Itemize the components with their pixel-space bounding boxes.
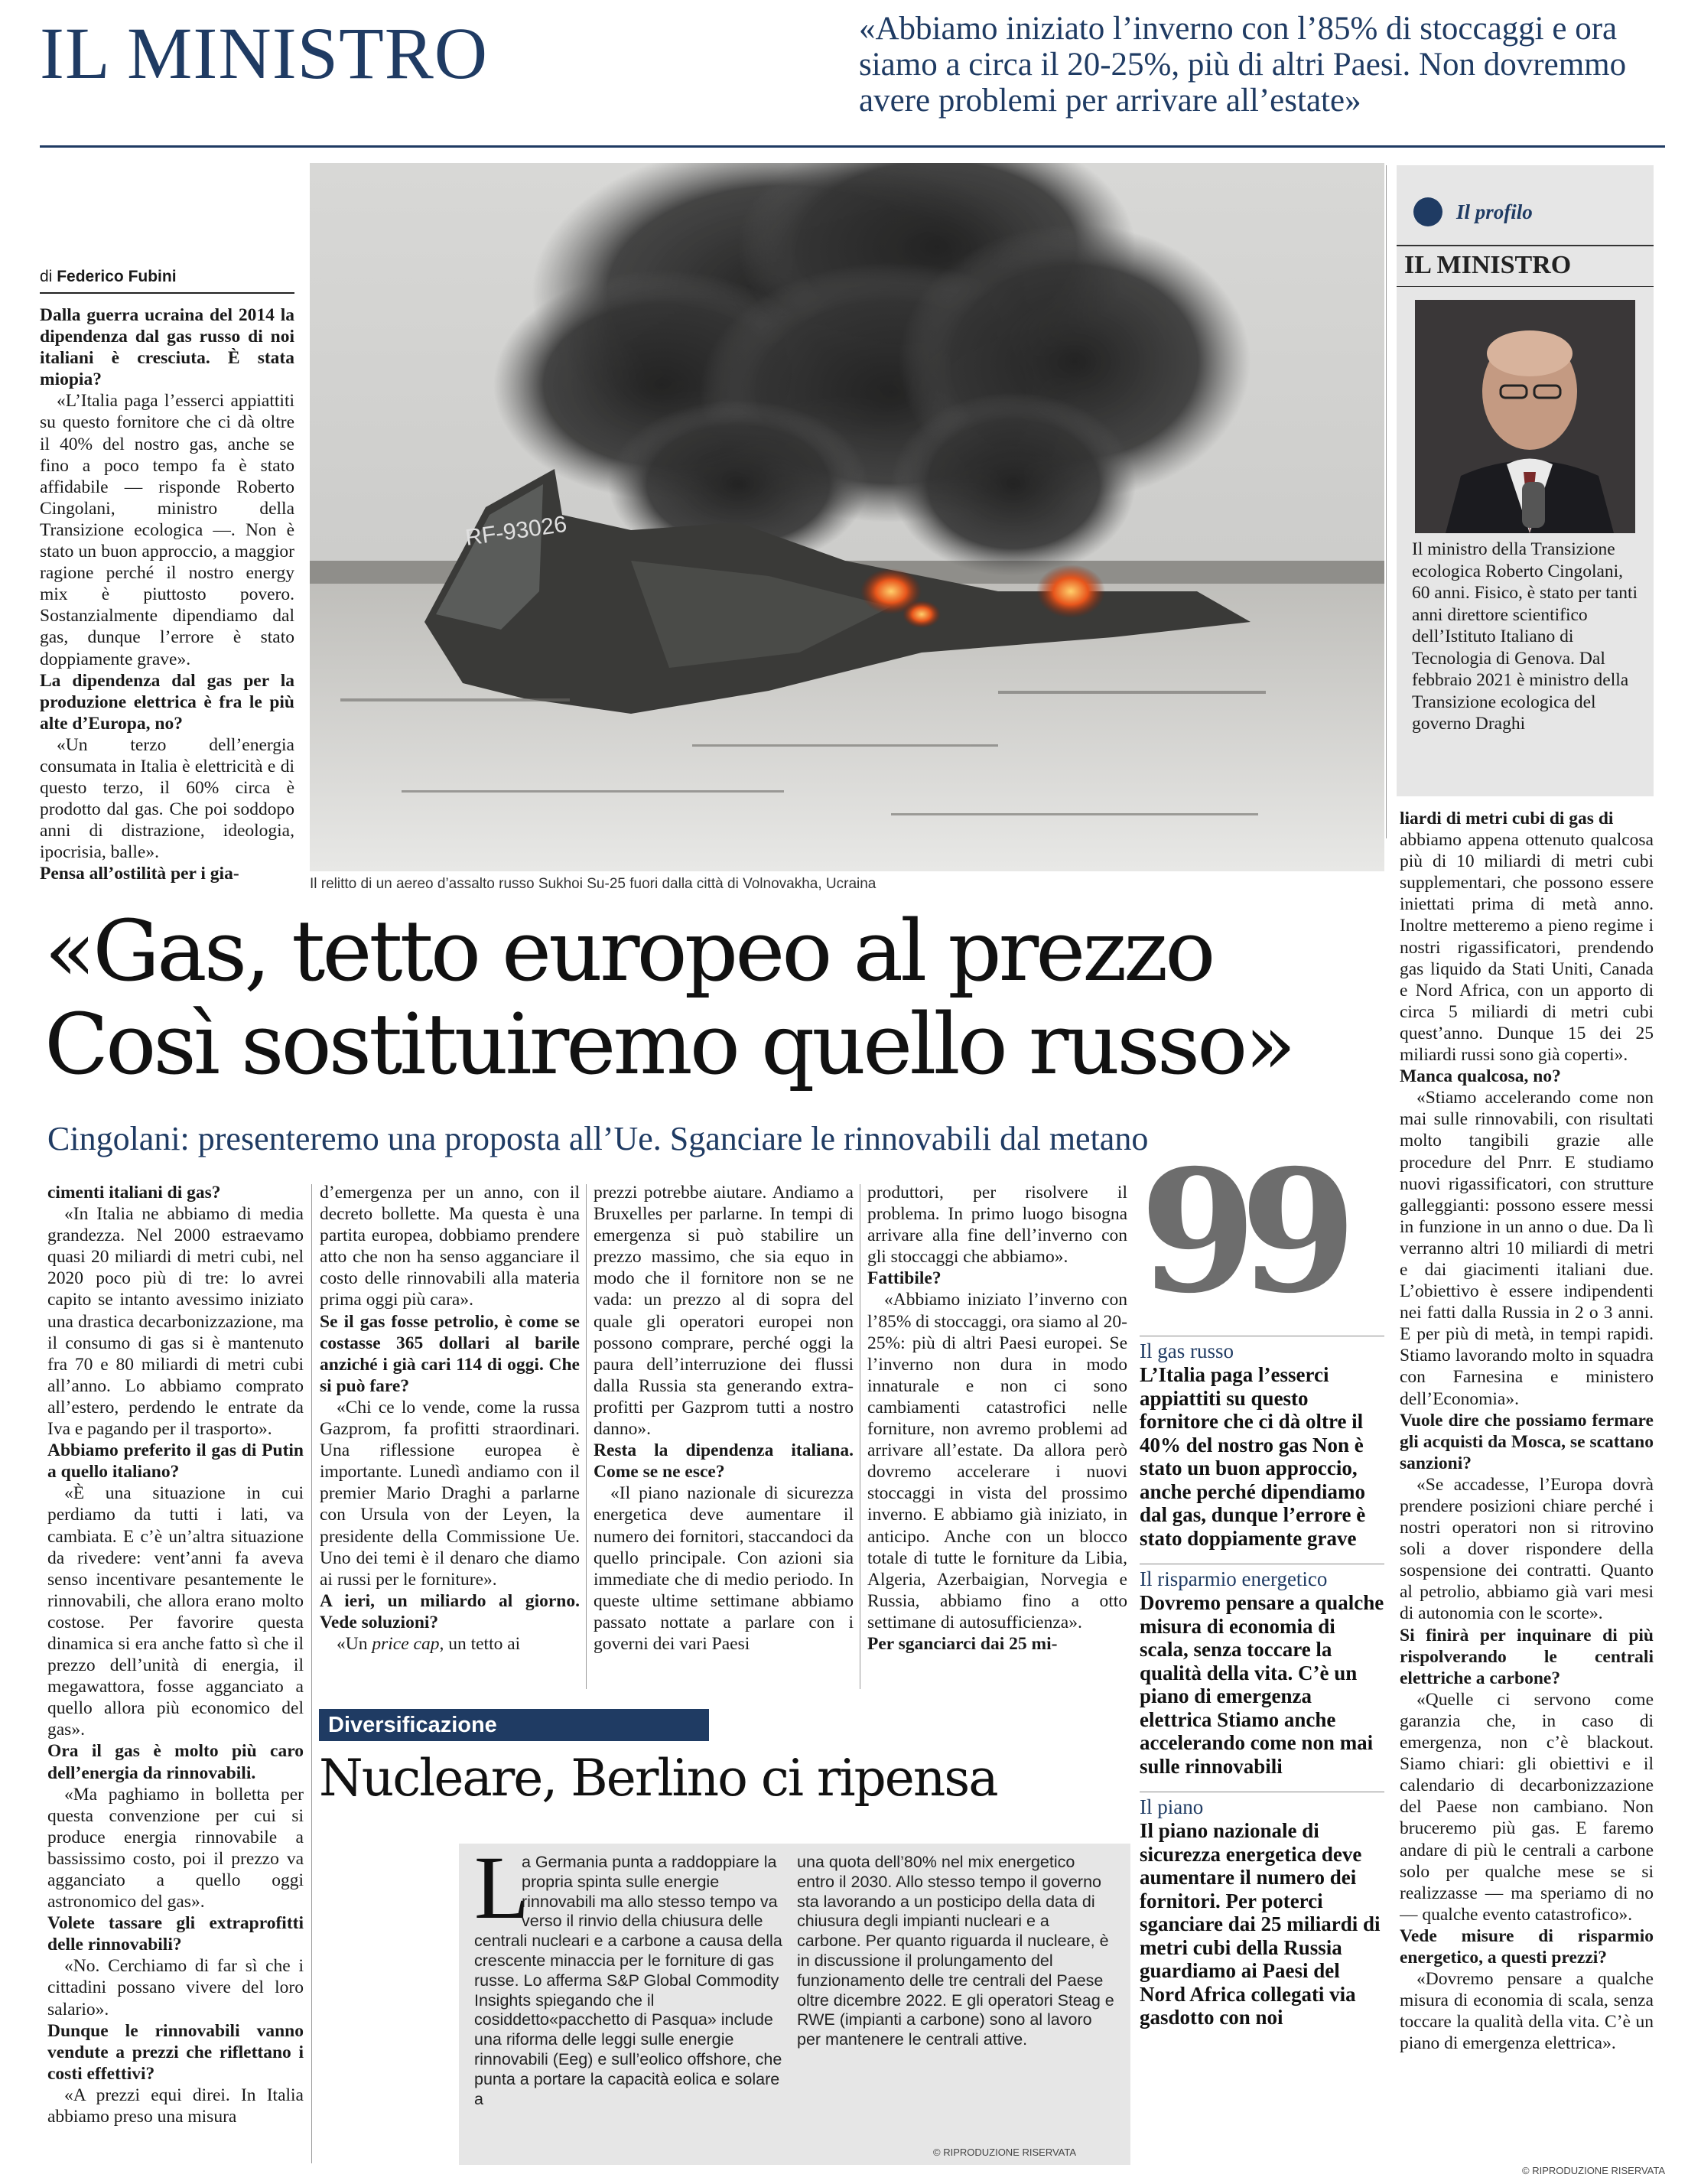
sidebar-text: a Germania punta a raddoppiare la propria spinta sulle energie rinnovabili ma allo stesso tempo va verso il rinvio della chiusura delle centrali nucleari e a carbone a causa della crescente minaccia per le forniture di gas russe. Lo afferma S&P Global Commodity Insights spiegando che il cosiddetto«pacchetto di Pasqua» include una riforma delle leggi sulle energie rinnovabili (Eeg) e sull’eolico offshore, che punta a portare la capacità eolica e solare a [474,1853,782,2108]
interview-question: Manca qualcosa, no? [1400,1066,1561,1087]
wreck-photo [310,163,1384,871]
byline-prefix: di [40,268,53,285]
article-column-2 [320,1182,580,1694]
interview-answer: «No. Cerchiamo di far sì che i cittadini possano vivere del loro salario». [47,1956,304,2020]
wreck-photo-image [310,163,1384,871]
header-rule [40,145,1665,148]
interview-answer: abbiamo appena ottenuto qualcosa più di 10 miliardi di metri cubi supplementari, che possono essere iniettati prima di metà anno. Inoltre metteremo a pieno regime i nostri rigassificatori, prendendo gas liquido da Stati Uniti, Canada e Nord Africa, con un apporto di circa 5 miliardi di metri cubi quest’anno. Dunque 15 dei 25 miliardi russi sono già coperti». [1400,830,1654,1066]
pull-quote-title: Il piano [1140,1795,1204,1818]
pull-quote-text: Dovremo pensare a qualche misura di economia di scala, senza toccare la qualità della vita. C’è un piano di emergenza elettrica Stiamo anche accelerando come non mai sulle rinnovabili [1140,1591,1384,1778]
subheadline: Cingolani: presenteremo una proposta all’Ue. Sganciare le rinnovabili dal metano [47,1120,1149,1157]
interview-question: Fattibile? [867,1268,942,1289]
profile-rule [1397,245,1654,246]
interview-question: Dalla guerra ucraina del 2014 la dipendenza dal gas russo di noi italiani è cresciuta. È stata miopia? [40,305,294,390]
profile-box [1397,165,1654,796]
interview-answer: «Ma paghiamo in bolletta per questa convenzione per cui si produce energia rinnovabile a bassissimo costo, poi il prezzo va agganciato a quello oggi astronomico del gas». [47,1784,304,1912]
answer-emphasis: price cap [372,1633,440,1654]
interview-answer: «Abbiamo iniziato l’inverno con l’85% di stoccaggi, ora siamo al 20-25%: più di altri Paesi europei. Se l’inverno non dura in modo innaturale e non ci sono cambiamenti catastrofici nelle forniture, non avremo problemi ad arrivare all’estate. Da allora però dovremo accelerare i nuovi stoccaggi in vista del prossimo inverno. E abbiamo già iniziato, in anticipo. Anche con un blocco totale di tutte le forniture da Libia, Algeria, Azerbaigian, Norvegia e Russia, abbiamo fino a otto settimane di autosufficienza». [867,1290,1127,1632]
interview-answer: «Quelle ci servono come garanzia che, in caso di emergenza, non c’è blackout. Siamo chiari: gli obiettivi e il calendario di decarbonizzazione del Paese non cambiano. Non bruceremo più gas. E faremo andare di più le centrali a carbone solo per qualche mese se si realizzasse — ma speriamo di no — qualche evento catastrofico». [1400,1689,1654,1925]
quote-mark-icon: 99 [1140,1132,1341,1330]
profile-rule [1397,286,1654,287]
profile-bullet-icon [1413,197,1442,226]
interview-question: Vede misure di risparmio energetico, a questi prezzi? [1400,1925,1654,1968]
interview-question: Dunque le rinnovabili vanno vendute a prezzi che riflettano i costi effettivi? [47,2020,304,2084]
interview-answer: «Dovremo pensare a qualche misura di economia di scala, senza toccare la qualità della vita. C’è un piano di emergenza elettrica». [1400,1969,1654,2054]
top-quote: «Abbiamo iniziato l’inverno con l’85% di stoccaggi e ora siamo a circa il 20-25%, più di altri Paesi. Non dovremmo avere problemi per arrivare all’estate» [859,11,1627,119]
article-column-6 [1400,808,1654,2162]
byline [40,268,177,286]
sidebar-box [459,1837,1130,2165]
profile-text: Il ministro della Transizione ecologica Roberto Cingolani, 60 anni. Fisico, è stato per tanti anni direttore scientifico dell’Istituto Italiano di Tecnologia di Genova. Dal febbraio 2021 è ministro della Transizione ecologica del governo Draghi [1412,539,1638,734]
pull-quote-title: Il risparmio energetico [1140,1567,1328,1590]
interview-question: Resta la dipendenza italiana. Come se ne esce? [594,1440,854,1483]
interview-answer: «Il piano nazionale di sicurezza energetica deve aumentare il numero dei fornitori, staccandoci da quello principale. Con azioni sia immediate che di medio periodo. In queste ultime settimane abbiamo passato nottate a parlare con i governi dei vari Paesi [594,1483,854,1654]
profile-title: IL MINISTRO [1404,251,1572,279]
headline-line-1: «Gas, tetto europeo al prezzo [44,902,1213,1000]
interview-answer: «Stiamo accelerando come non mai sulle rinnovabili, con risultati molto tangibili grazie alle procedure del Pnrr. E studiamo nuovi rigassificatori, con strutture galleggianti: possono essere messi in funzione in un anno o due. Da lì verranno altri 10 miliardi di metri e dai giacimenti italiani due. L’obiettivo è essere indipendenti nei fatti dalla Russia in 2 o 3 anni. E per più di metà, in tempi rapidi. Stiamo lavorando molto in squadra con Farnesina e ministero dell’Economia». [1400,1088,1654,1409]
dropcap-spacer [474,1853,522,1923]
interview-question: Pensa all’ostilità per i gia- [40,864,239,884]
interview-answer: produttori, per risolvere il problema. In primo luogo bisogna arrivare alla fine dell’inverno con gli stoccaggi che abbiamo». [867,1183,1127,1268]
interview-question: liardi di metri cubi di gas di [1400,809,1614,828]
sidebar-title: Nucleare, Berlino ci ripensa [319,1749,997,1808]
article-column-1-top [40,304,294,893]
interview-question: cimenti italiani di gas? [47,1183,221,1203]
pull-quote-text: L’Italia paga l’esserci appiattiti su questo fornitore che ci dà oltre il 40% del nostro gas Non è stato un buon approccio, anche perché dipendiamo dal gas, dunque l’errore è stato doppiamente grave [1140,1363,1366,1550]
article-column-4 [867,1182,1127,1694]
interview-answer: «A prezzi equi direi. In Italia abbiamo preso una misura [47,2085,304,2127]
article-column-3 [594,1182,854,1694]
section-kicker: IL MINISTRO [40,12,489,94]
copyright-note: © RIPRODUZIONE RISERVATA [1522,2165,1666,2176]
interview-question: La dipendenza dal gas per la produzione elettrica è fra le più alte d’Europa, no? [40,670,294,734]
headline [44,904,1383,1091]
interview-question: Vuole dire che possiamo fermare gli acquisti da Mosca, se scattano sanzioni? [1400,1410,1654,1473]
dropcap: L [474,1837,530,1938]
interview-question: Se il gas fosse petrolio, è come se costasse 365 dollari al barile anziché i già cari 114 di oggi. Che si può fare? [320,1311,580,1396]
interview-question: A ieri, un miliardo al giorno. Vede soluzioni? [320,1590,580,1632]
byline-author: Federico Fubini [57,268,177,285]
interview-answer: «Un terzo dell’energia consumata in Italia è elettricità e di questo terzo, il 60% circa è prodotto dal gas. Che poi soddopo anni di distrazione, ideologia, ipocrisia, balle». [40,734,294,863]
profile-label: Il profilo [1456,200,1533,223]
answer-text: «Un [337,1633,372,1654]
pull-quote-text: Il piano nazionale di sicurezza energetica deve aumentare il numero dei fornitori. Per poterci sganciare dai 25 miliardi di metri cubi della Russia guardiamo ai Paesi del Nord Africa collegati via gasdotto con noi [1140,1819,1381,2029]
wreck-tail-number: RF-93026 [463,511,569,551]
interview-question: Per sganciarci dai 25 mi- [867,1633,1058,1654]
column-divider [311,1184,312,2163]
interview-answer: prezzi potrebbe aiutare. Andiamo a Bruxelles per parlarne. In tempi di emergenza si può stabilire un prezzo massimo, che sia equo in modo che il fornitore non se ne vada: un prezzo al di sopra del quale gli operatori europei non possono comprare, perché oggi la paura dell’interruzione dei flussi dalla Russia sta generando extra-profitti per Gazprom tutti a nostro danno». [594,1183,854,1440]
sidebar-text-a [474,1853,784,2109]
pull-quote-title: Il gas russo [1140,1339,1234,1362]
article-column-1-bottom [47,1182,304,2169]
byline-rule [40,292,294,294]
answer-text: , un tetto ai [439,1633,521,1654]
interview-answer [320,1633,580,1655]
interview-question: Abbiamo preferito il gas di Putin a quello italiano? [47,1440,304,1483]
sidebar-tag: Diversificazione [319,1709,709,1741]
portrait-image [1415,300,1635,533]
interview-answer: «È una situazione in cui perdiamo da tutti i lati, va cambiata. E c’è un’altra situazione da rivedere: vent’anni fa aveva senso incentivare pesantemente le rinnovabili, che allora erano molto costose. Per favorire questa dinamica si era anche fatto sì che il prezzo dell’unità di energia, il megawattora, fosse agganciato a quello allora più economico del gas». [47,1483,304,1740]
interview-answer: «Se accadesse, l’Europa dovrà prendere posizioni chiare perché i nostri operatori non si ritrovino soli a dover rispondere della sospensione dei contratti. Quanto al petrolio, abbiamo già vari mesi di autonomia con le scorte». [1400,1474,1654,1624]
sidebar-text-b: una quota dell’80% nel mix energetico entro il 2030. Allo stesso tempo il governo sta lavorando a un posticipo della data di chiusura degli impianti nucleari e a carbone. Per quanto riguarda il nucleare, è in discussione il prolungamento del funzionamento delle tre centrali del Paese oltre dicembre 2022. E gli operatori Steag e RWE (impianti a carbone) sono al lavoro per mantenere le centrali attive. [797,1853,1114,2049]
interview-answer: d’emergenza per un anno, con il decreto bollette. Ma questa è una partita europea, dobbiamo prendere atto che non ha senso agganciare il costo delle rinnovabili alla materia prima oggi più cara». [320,1183,580,1310]
interview-question: Volete tassare gli extraprofitti delle rinnovabili? [47,1913,304,1955]
minister-portrait [1415,300,1635,533]
interview-answer: «In Italia ne abbiamo di media grandezza. Nel 2000 estraevamo quasi 20 miliardi di metri cubi, nel 2020 poco più di tre: lo avrei capito se intanto avessimo iniziato una drastica decarbonizzazione, ma il consumo di gas si è mantenuto fra 70 e 80 miliardi di metri cubi all’anno. Lo abbiamo comprato all’estero, perdendo le entrate da Iva e pagando per il trasporto». [47,1204,304,1440]
pull-quotes [1140,1336,1384,2029]
interview-question: Ora il gas è molto più caro dell’energia da rinnovabili. [47,1741,304,1783]
interview-answer: «L’Italia paga l’esserci appiattiti su questo fornitore che ci dà oltre il 40% del nostro gas, anche se fino a poco tempo fa è stato affidabile — risponde Roberto Cingolani, ministro della Transizione ecologica —. Non è stato un buon approccio, a maggior ragione perché il nostro energy mix è piuttosto povero. Sostanzialmente dipendiamo dal gas, dunque l’errore è stato doppiamente grave». [40,391,294,669]
photo-caption: Il relitto di un aereo d’assalto russo Sukhoi Su-25 fuori dalla città di Volnovakha, Ucraina [310,876,877,892]
interview-question: Si finirà per inquinare di più rispolverando le centrali elettriche a carbone? [1400,1625,1654,1688]
column-divider [1386,165,1387,838]
copyright-note: © RIPRODUZIONE RISERVATA [933,2147,1077,2158]
headline-line-2: Così sostituiremo quello russo» [44,995,1293,1093]
interview-answer: «Chi ce lo vende, come la russa Gazprom, fa profitti straordinari. Una riflessione europea è importante. Lunedì andiamo con il premier Mario Draghi a parlarne con Ursula von der Leyen, la presidente della Commissione Ue. Uno dei temi è il denaro che diamo ai russi per le forniture». [320,1397,580,1590]
column-divider [586,1184,587,1689]
